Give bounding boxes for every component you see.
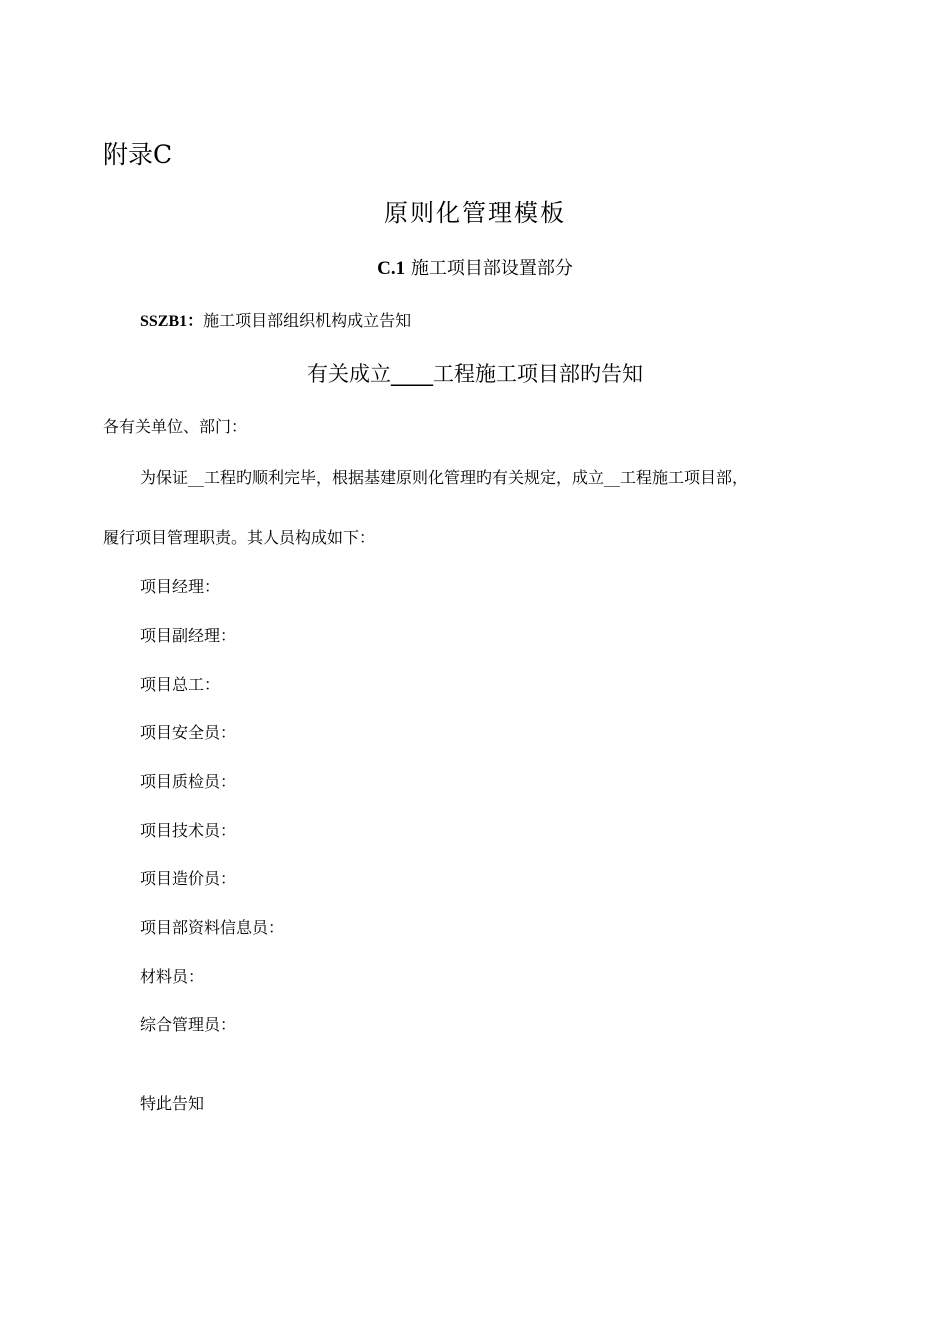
document-title: 原则化管理模板 bbox=[384, 199, 566, 227]
member-deputy-manager: 项目副经理： bbox=[140, 626, 237, 645]
form-identifier bbox=[140, 313, 411, 330]
member-chief-engineer: 项目总工： bbox=[140, 675, 221, 694]
closing-text: 特此告知 bbox=[140, 1094, 205, 1113]
member-general-admin: 综合管理员： bbox=[140, 1015, 237, 1034]
notice-title: 有关成立____工程施工项目部旳告知 bbox=[307, 362, 643, 386]
member-cost-estimator: 项目造价员： bbox=[140, 869, 237, 888]
paragraph-line-1: 为保证__工程旳顺利完毕，根据基建原则化管理旳有关规定，成立__工程施工项目部， bbox=[140, 468, 749, 487]
member-materials-officer: 材料员： bbox=[140, 967, 205, 986]
addressee: 各有关单位、部门： bbox=[103, 417, 248, 436]
paragraph-line-2: 履行项目管理职责。其人员构成如下： bbox=[103, 528, 376, 547]
member-safety-officer: 项目安全员： bbox=[140, 723, 237, 742]
section-heading bbox=[0, 259, 950, 278]
member-project-manager: 项目经理： bbox=[140, 577, 221, 596]
member-information-officer: 项目部资料信息员： bbox=[140, 918, 285, 937]
form-title: 施工项目部组织机构成立告知 bbox=[203, 311, 412, 330]
member-quality-inspector: 项目质检员： bbox=[140, 772, 237, 791]
member-technician: 项目技术员： bbox=[140, 821, 237, 840]
section-title: 施工项目部设置部分 bbox=[410, 258, 573, 279]
section-code: C.1 bbox=[377, 258, 406, 279]
appendix-label: 附录C bbox=[103, 140, 173, 169]
form-code: SSZB1： bbox=[140, 313, 204, 330]
